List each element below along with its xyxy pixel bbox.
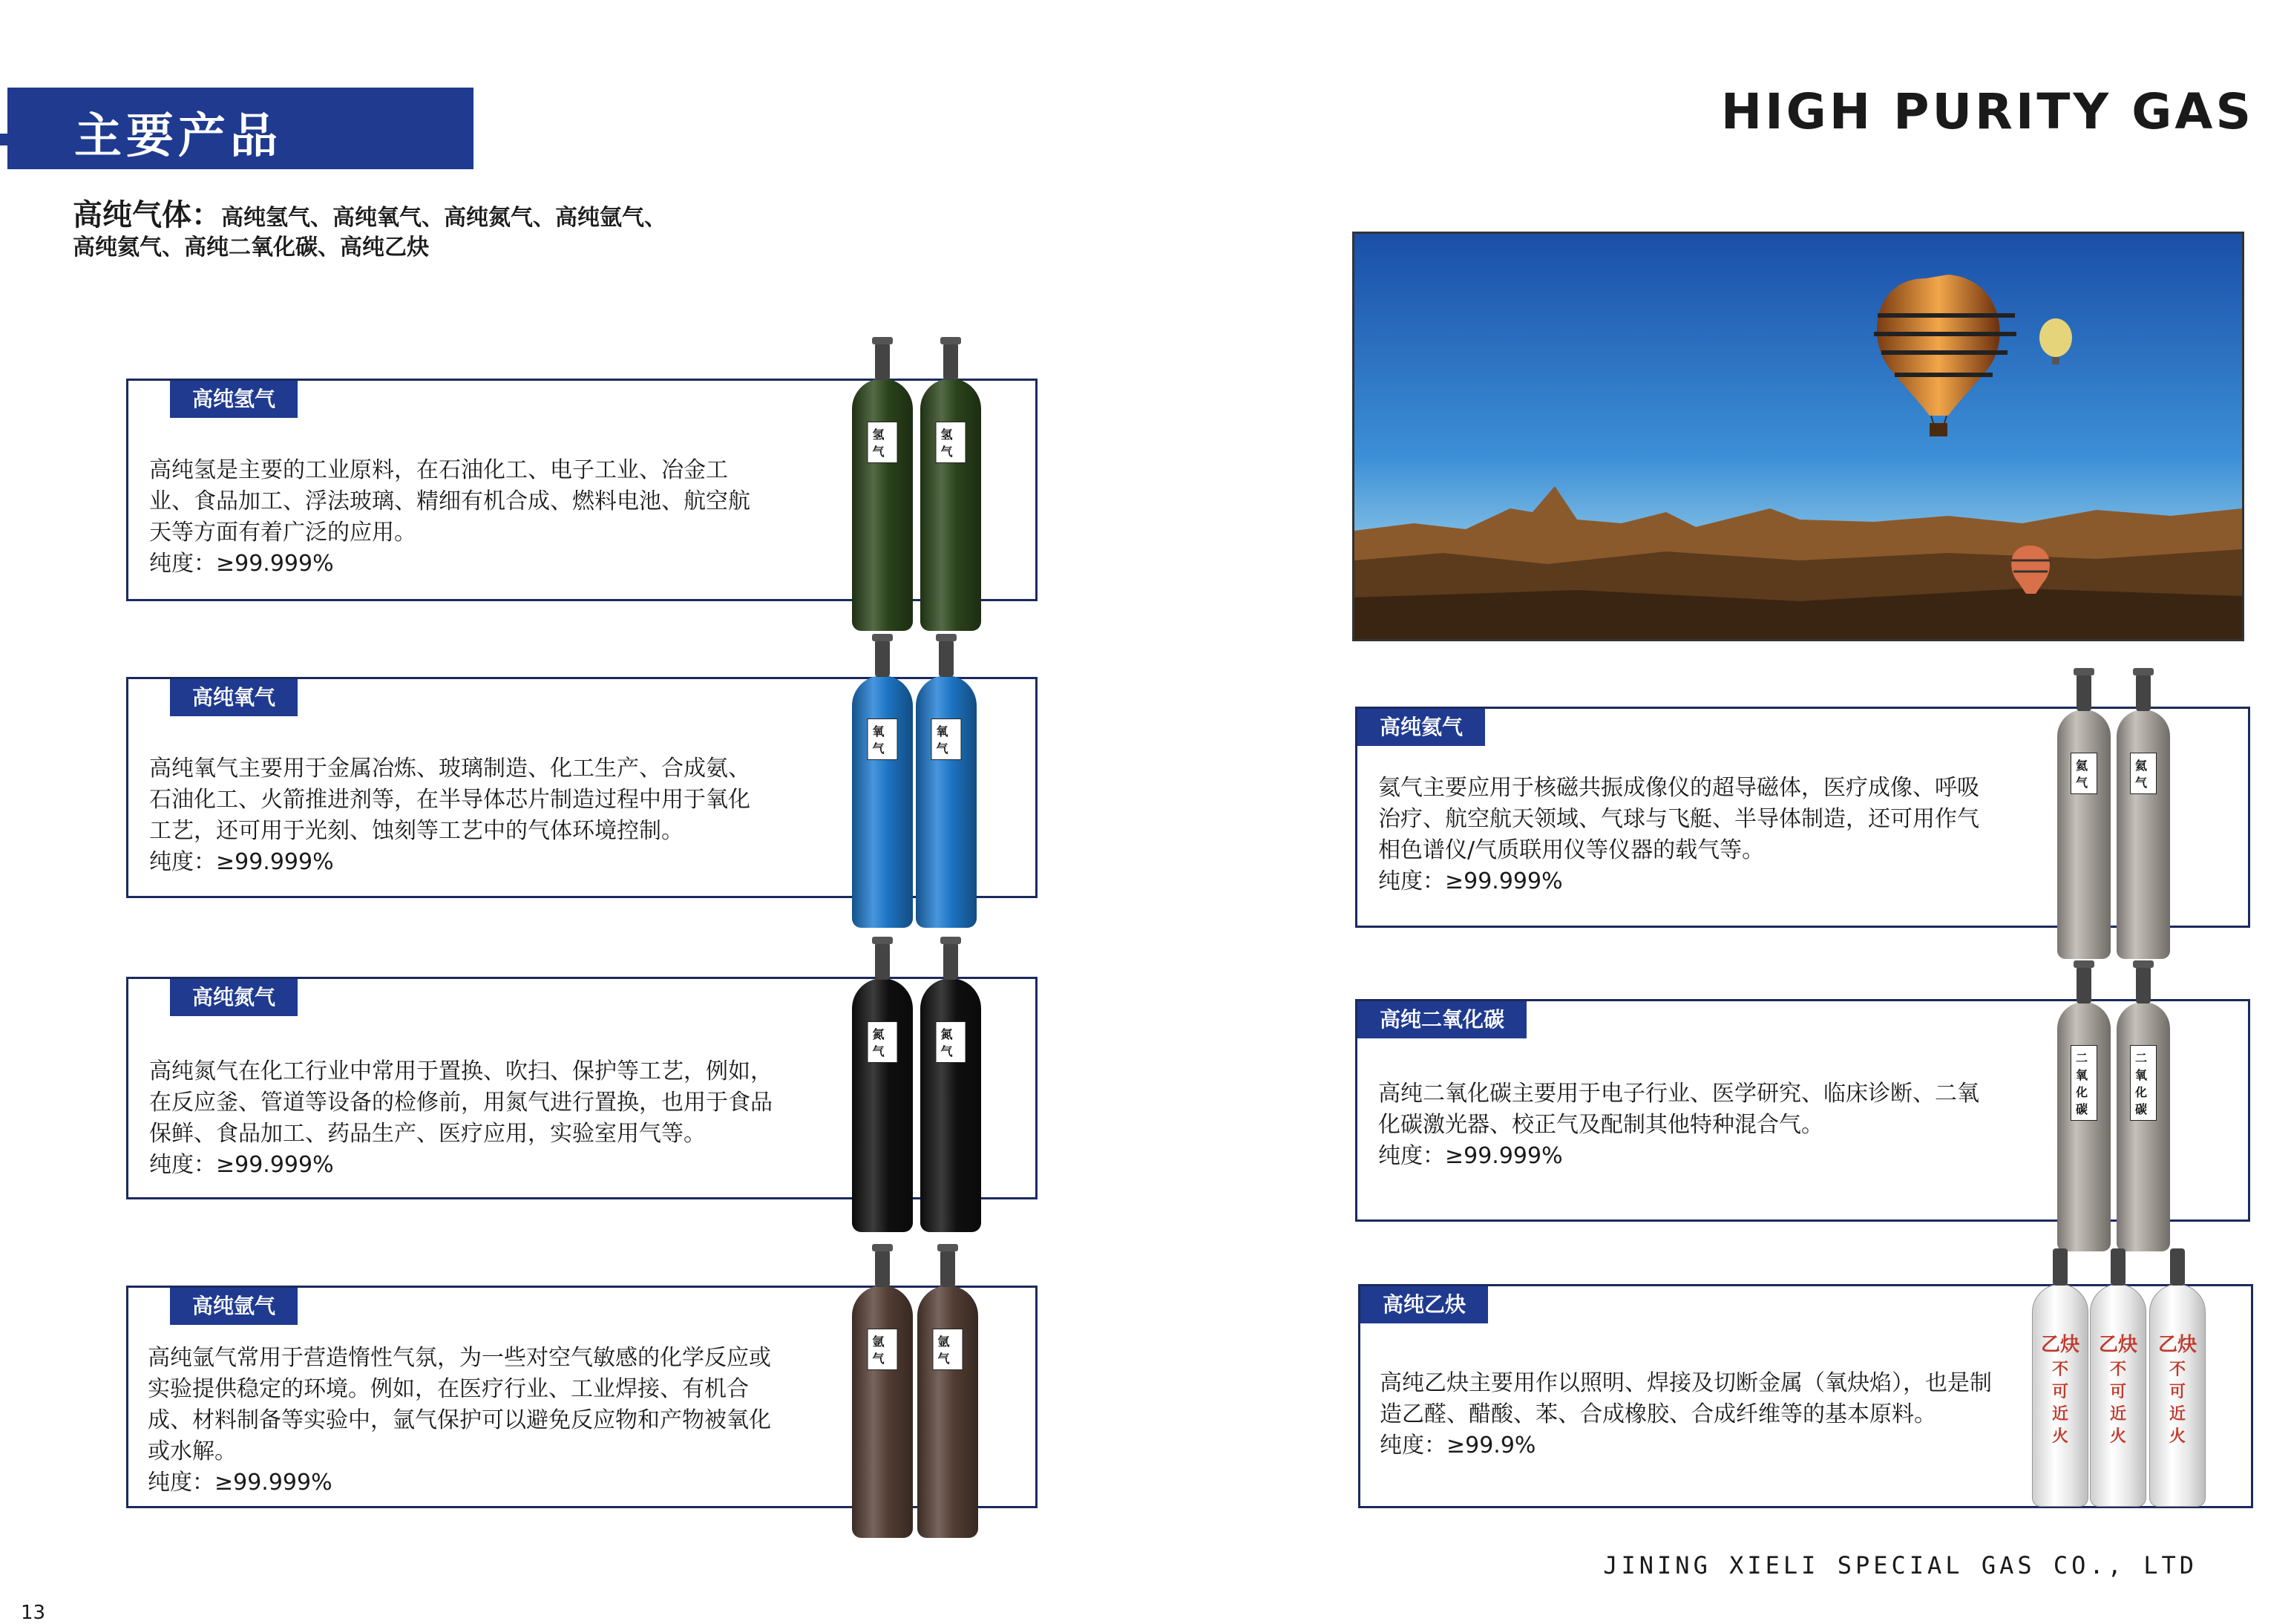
- banner-notch: [0, 134, 7, 145]
- cylinder-label: 二氧化碳: [2130, 1045, 2157, 1121]
- gas-cylinder-co2: [2117, 1002, 2170, 1251]
- purity-text: 纯度：≥99.999%: [1378, 1143, 1563, 1169]
- valve-cap-icon: [940, 937, 961, 944]
- cylinder-label: 二氧化碳: [2071, 1045, 2097, 1121]
- desc-line: 天等方面有着广泛的应用。: [149, 520, 416, 546]
- desc-line: 或水解。: [148, 1438, 237, 1464]
- cylinder-warning-text: 不可近火: [2109, 1361, 2126, 1446]
- valve-icon: [943, 943, 958, 980]
- cylinder-label: 氧气: [931, 718, 962, 760]
- valve-icon: [2053, 1248, 2068, 1286]
- cylinder-label: 氦气: [2071, 753, 2097, 794]
- valve-icon: [2077, 966, 2091, 1003]
- purity-text: 纯度：≥99.9%: [1380, 1433, 1536, 1458]
- valve-icon: [875, 1250, 890, 1287]
- english-title: HIGH PURITY GAS: [1720, 83, 2254, 140]
- cylinder-label: 氢气: [936, 422, 966, 463]
- cylinder-warning-text: 不可近火: [2051, 1361, 2068, 1446]
- desc-line: 相色谱仪/气质联用仪等仪器的载气等。: [1378, 837, 1765, 863]
- desc-line: 高纯氩气常用于营造惰性气氛，为一些对空气敏感的化学反应或: [148, 1345, 771, 1371]
- cylinder-warning-text: 不可近火: [2169, 1361, 2186, 1446]
- gas-cylinder-oxygen: [916, 675, 977, 928]
- cylinder-label: 氧气: [868, 718, 898, 760]
- desc-line: 石油化工、火箭推进剂等，在半导体芯片制造过程中用于氧化: [149, 787, 750, 813]
- purity-text: 纯度：≥99.999%: [149, 849, 334, 875]
- desc-line: 氦气主要应用于核磁共振成像仪的超导磁体，医疗成像、呼吸: [1378, 775, 1979, 801]
- desc-line: 业、食品加工、浮法玻璃、精细有机合成、燃料电池、航空航: [149, 488, 750, 514]
- product-description: [149, 1056, 817, 1181]
- desc-line: 化碳激光器、校正气及配制其他特种混合气。: [1378, 1112, 1823, 1138]
- desc-line: 治疗、航空航天领域、气球与飞艇、半导体制造，还可用作气: [1378, 806, 1979, 832]
- product-title: 高纯氮气: [170, 979, 298, 1016]
- valve-icon: [875, 943, 890, 980]
- cylinder-label: 氮气: [936, 1021, 966, 1063]
- valve-cap-icon: [2074, 960, 2094, 968]
- desc-line: 高纯乙炔主要用作以照明、焊接及切断金属（氧炔焰），也是制: [1380, 1370, 1992, 1396]
- valve-icon: [2077, 674, 2091, 711]
- valve-icon: [2170, 1248, 2185, 1286]
- valve-cap-icon: [936, 634, 957, 641]
- cylinder-label: 氩气: [868, 1329, 898, 1370]
- product-description: [1378, 773, 2046, 897]
- intro-line-2: 高纯氦气、高纯二氧化碳、高纯乙炔: [73, 235, 429, 261]
- company-name: JINING XIELI SPECIAL GAS CO., LTD: [1603, 1551, 2197, 1579]
- valve-icon: [940, 1250, 955, 1287]
- gas-cylinder-oxygen: [852, 675, 913, 928]
- valve-icon: [2111, 1248, 2126, 1286]
- valve-cap-icon: [937, 1244, 958, 1251]
- desc-line: 保鲜、食品加工、药品生产、医疗应用，实验室用气等。: [149, 1121, 706, 1147]
- gas-cylinder-acetylene: [2149, 1284, 2206, 1507]
- cylinder-label: 氢气: [868, 422, 898, 463]
- gas-cylinder-nitrogen: [852, 978, 913, 1232]
- desc-line: 工艺，还可用于光刻、蚀刻等工艺中的气体环境控制。: [149, 818, 684, 844]
- gas-cylinder-helium: [2057, 710, 2111, 959]
- desc-line: 高纯二氧化碳主要用于电子行业、医学研究、临床诊断、二氧: [1378, 1081, 1979, 1107]
- valve-cap-icon: [872, 634, 893, 641]
- gas-cylinder-nitrogen: [920, 978, 981, 1232]
- gas-cylinder-hydrogen: [920, 379, 981, 631]
- product-title: 高纯氦气: [1357, 709, 1485, 746]
- page-number: 13: [21, 1602, 46, 1624]
- valve-cap-icon: [2133, 668, 2154, 675]
- product-title: 高纯乙炔: [1360, 1286, 1488, 1323]
- intro-line-1: [73, 191, 666, 234]
- cylinder-text: 乙炔: [2157, 1334, 2197, 1356]
- valve-cap-icon: [872, 1244, 893, 1251]
- purity-text: 纯度：≥99.999%: [148, 1470, 332, 1496]
- purity-text: 纯度：≥99.999%: [149, 1152, 334, 1178]
- cylinder-label: 氦气: [2130, 753, 2157, 794]
- desc-line: 在反应釜、管道等设备的检修前，用氮气进行置换，也用于食品: [149, 1090, 773, 1116]
- valve-icon: [2136, 966, 2151, 1003]
- desc-line: 高纯氮气在化工行业中常用于置换、吹扫、保护等工艺，例如，: [149, 1058, 773, 1084]
- section-title: 主要产品: [74, 109, 282, 164]
- intro-list-1: 高纯氢气、高纯氧气、高纯氮气、高纯氩气、: [221, 205, 666, 231]
- desc-line: 造乙醛、醋酸、苯、合成橡胶、合成纤维等的基本原料。: [1380, 1401, 1936, 1427]
- valve-cap-icon: [940, 337, 961, 344]
- desc-line: 成、材料制备等实验中，氩气保护可以避免反应物和产物被氧化: [148, 1407, 771, 1433]
- product-description: [1380, 1368, 2048, 1461]
- product-title: 高纯氩气: [170, 1288, 298, 1325]
- product-description: [148, 1343, 816, 1499]
- hot-air-balloon-photo: [1352, 232, 2244, 641]
- cylinder-label: 氮气: [868, 1021, 898, 1063]
- product-description: [149, 455, 817, 580]
- valve-icon: [875, 640, 890, 677]
- product-title: 高纯二氧化碳: [1357, 1001, 1527, 1038]
- gas-cylinder-co2: [2057, 1002, 2111, 1251]
- valve-cap-icon: [872, 937, 893, 944]
- valve-cap-icon: [872, 337, 893, 344]
- cylinder-text: 乙炔: [2040, 1334, 2079, 1356]
- valve-cap-icon: [2074, 668, 2094, 675]
- desc-line: 高纯氢是主要的工业原料，在石油化工、电子工业、冶金工: [149, 457, 728, 483]
- product-description: [149, 753, 817, 878]
- desc-line: 高纯氧气主要用于金属冶炼、玻璃制造、化工生产、合成氨、: [149, 756, 750, 782]
- valve-icon: [943, 343, 958, 380]
- gas-cylinder-argon: [917, 1286, 978, 1538]
- valve-icon: [875, 343, 890, 380]
- gas-cylinder-argon: [852, 1286, 913, 1538]
- desc-line: 实验提供稳定的环境。例如，在医疗行业、工业焊接、有机合: [148, 1376, 749, 1402]
- cylinder-label: 氩气: [933, 1329, 963, 1370]
- product-title: 高纯氧气: [170, 679, 298, 716]
- valve-icon: [2136, 674, 2151, 711]
- product-description: [1378, 1078, 2046, 1172]
- product-title: 高纯氢气: [170, 381, 298, 418]
- photo-illustration: [1354, 234, 2242, 639]
- purity-text: 纯度：≥99.999%: [149, 551, 334, 577]
- valve-cap-icon: [2133, 960, 2154, 968]
- gas-cylinder-helium: [2117, 710, 2170, 959]
- gas-cylinder-acetylene: [2090, 1284, 2146, 1507]
- gas-cylinder-hydrogen: [852, 379, 913, 631]
- cylinder-text: 乙炔: [2098, 1334, 2137, 1356]
- intro-lead: 高纯气体：: [73, 198, 221, 232]
- gas-cylinder-acetylene: [2032, 1284, 2088, 1507]
- purity-text: 纯度：≥99.999%: [1378, 868, 1563, 894]
- valve-icon: [939, 640, 954, 677]
